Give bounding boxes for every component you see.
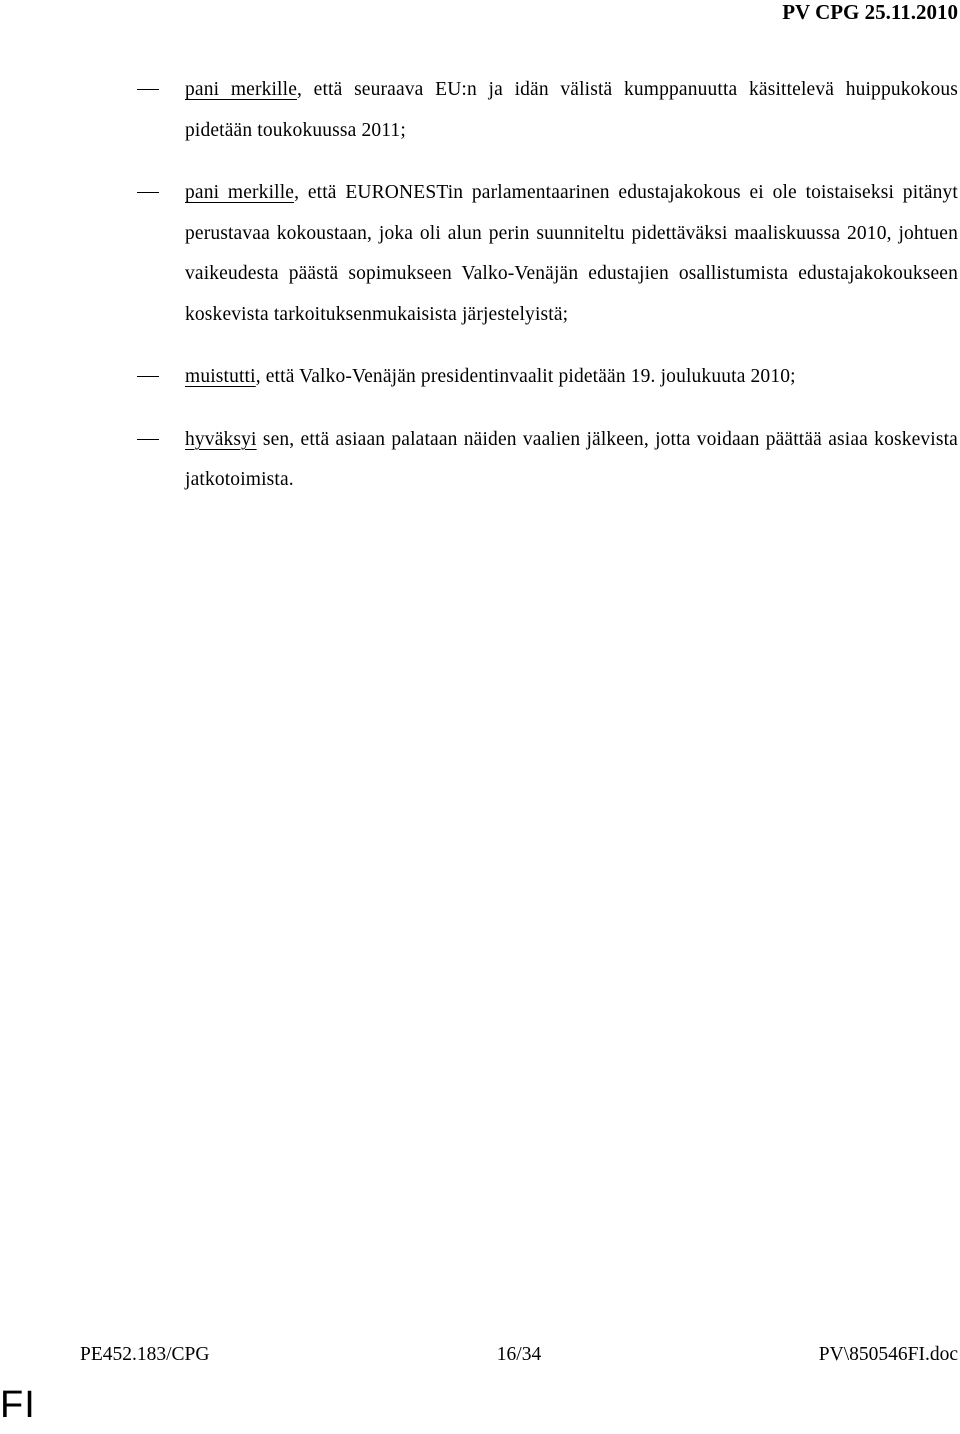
document-reference: PV CPG 25.11.2010 bbox=[782, 0, 958, 24]
item-paragraph bbox=[185, 420, 958, 501]
item-verb: hyväksyi bbox=[185, 428, 257, 450]
footer-page-number: 16/34 bbox=[496, 1344, 542, 1365]
item-verb: muistutti bbox=[185, 366, 256, 387]
list-item bbox=[0, 70, 960, 151]
language-code: FI bbox=[0, 1384, 36, 1426]
item-text: sen, että asiaan palataan näiden vaalien jälkeen, jotta voidaan päättää asiaa koskevista jatkotoimista. bbox=[185, 428, 958, 490]
decision-list bbox=[0, 70, 960, 523]
footer-filename: PV\850546FI.doc bbox=[818, 1344, 958, 1365]
list-item bbox=[0, 173, 960, 335]
item-paragraph bbox=[185, 70, 958, 151]
item-text: , että EURONESTin parlamentaarinen edustajakokous ei ole toistaiseksi pitänyt perustavaa kokoustaan, joka oli alun perin suunniteltu pidettäväksi maaliskuussa 2010, johtuen vaikeudesta päästä sopimukseen Valko-Venäjän edustajien osallistumista edustajakokoukseen koskevista tarkoituksenmukaisista järjestelyistä; bbox=[185, 182, 958, 325]
dash-bullet bbox=[137, 192, 159, 193]
item-paragraph bbox=[185, 357, 958, 398]
list-item bbox=[0, 357, 960, 398]
dash-bullet bbox=[137, 89, 159, 90]
item-text: , että seuraava EU:n ja idän välistä kumppanuutta käsittelevä huippukokous pidetään toukokuussa 2011; bbox=[185, 79, 958, 141]
list-item bbox=[0, 420, 960, 501]
footer-document-number: PE452.183/CPG bbox=[80, 1344, 210, 1365]
item-text: , että Valko-Venäjän presidentinvaalit pidetään 19. joulukuuta 2010; bbox=[255, 366, 796, 387]
item-paragraph bbox=[185, 173, 958, 335]
dash-bullet bbox=[137, 376, 159, 377]
dash-bullet bbox=[137, 439, 159, 440]
item-verb: pani merkille bbox=[185, 182, 295, 203]
item-verb: pani merkille bbox=[185, 79, 297, 100]
